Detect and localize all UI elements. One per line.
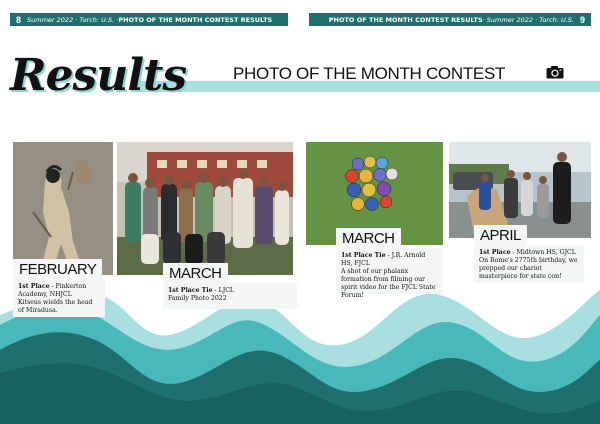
march-fjcl-caption — [336, 248, 442, 299]
march-fjcl-text: A shot of our phalanx formation from filming our spirit video for the FJCL State Forum! — [341, 268, 436, 299]
march-ljcl-school: - LJCL — [212, 287, 235, 294]
right-page-header — [309, 13, 591, 26]
right-page-number: 9 — [579, 14, 585, 25]
february-place: 1st Place — [18, 283, 50, 290]
camera-icon — [546, 65, 564, 79]
march-ljcl-label: MARCH — [163, 263, 228, 283]
february-photo — [13, 142, 113, 275]
contest-title: PHOTO OF THE MONTH CONTEST — [233, 64, 506, 83]
left-issue-label: Summer 2022 · Torch: U.S. · — [27, 15, 119, 24]
left-page-header — [10, 13, 288, 26]
march-fjcl-label: MARCH — [336, 228, 401, 248]
march-ljcl-place: 1st Place Tie — [168, 287, 213, 294]
march-ljcl-text: Family Photo 2022 — [168, 295, 227, 302]
left-page-number: 8 — [16, 14, 22, 25]
april-school: - Midtown HS, GJCL — [510, 249, 576, 256]
right-section-title: PHOTO OF THE MONTH CONTEST RESULTS — [328, 15, 483, 24]
results-title: Results — [10, 50, 187, 101]
february-school: - Pinkerton Academy, NHJCL — [18, 283, 87, 298]
april-place: 1st Place — [479, 249, 511, 256]
february-text: Kitseus wields the head of Miradusa. — [18, 299, 93, 314]
march-fjcl-place: 1st Place Tie — [341, 252, 386, 259]
march-ljcl-photo — [117, 142, 293, 275]
april-text: On Rome's 2775th birthday, we prepped our chariot masterpiece for state con! — [479, 257, 578, 280]
march-fjcl-school: - J.R. Arnold HS, FJCL — [341, 252, 426, 267]
february-label: FEBRUARY — [13, 259, 102, 279]
february-caption — [13, 279, 105, 317]
left-section-title: PHOTO OF THE MONTH CONTEST RESULTS — [118, 15, 273, 24]
april-photo — [449, 142, 591, 238]
april-caption — [474, 245, 584, 283]
march-ljcl-caption — [163, 283, 297, 309]
april-label: APRIL — [474, 225, 527, 245]
right-issue-label: · Summer 2022 · Torch: U.S. — [482, 15, 574, 24]
